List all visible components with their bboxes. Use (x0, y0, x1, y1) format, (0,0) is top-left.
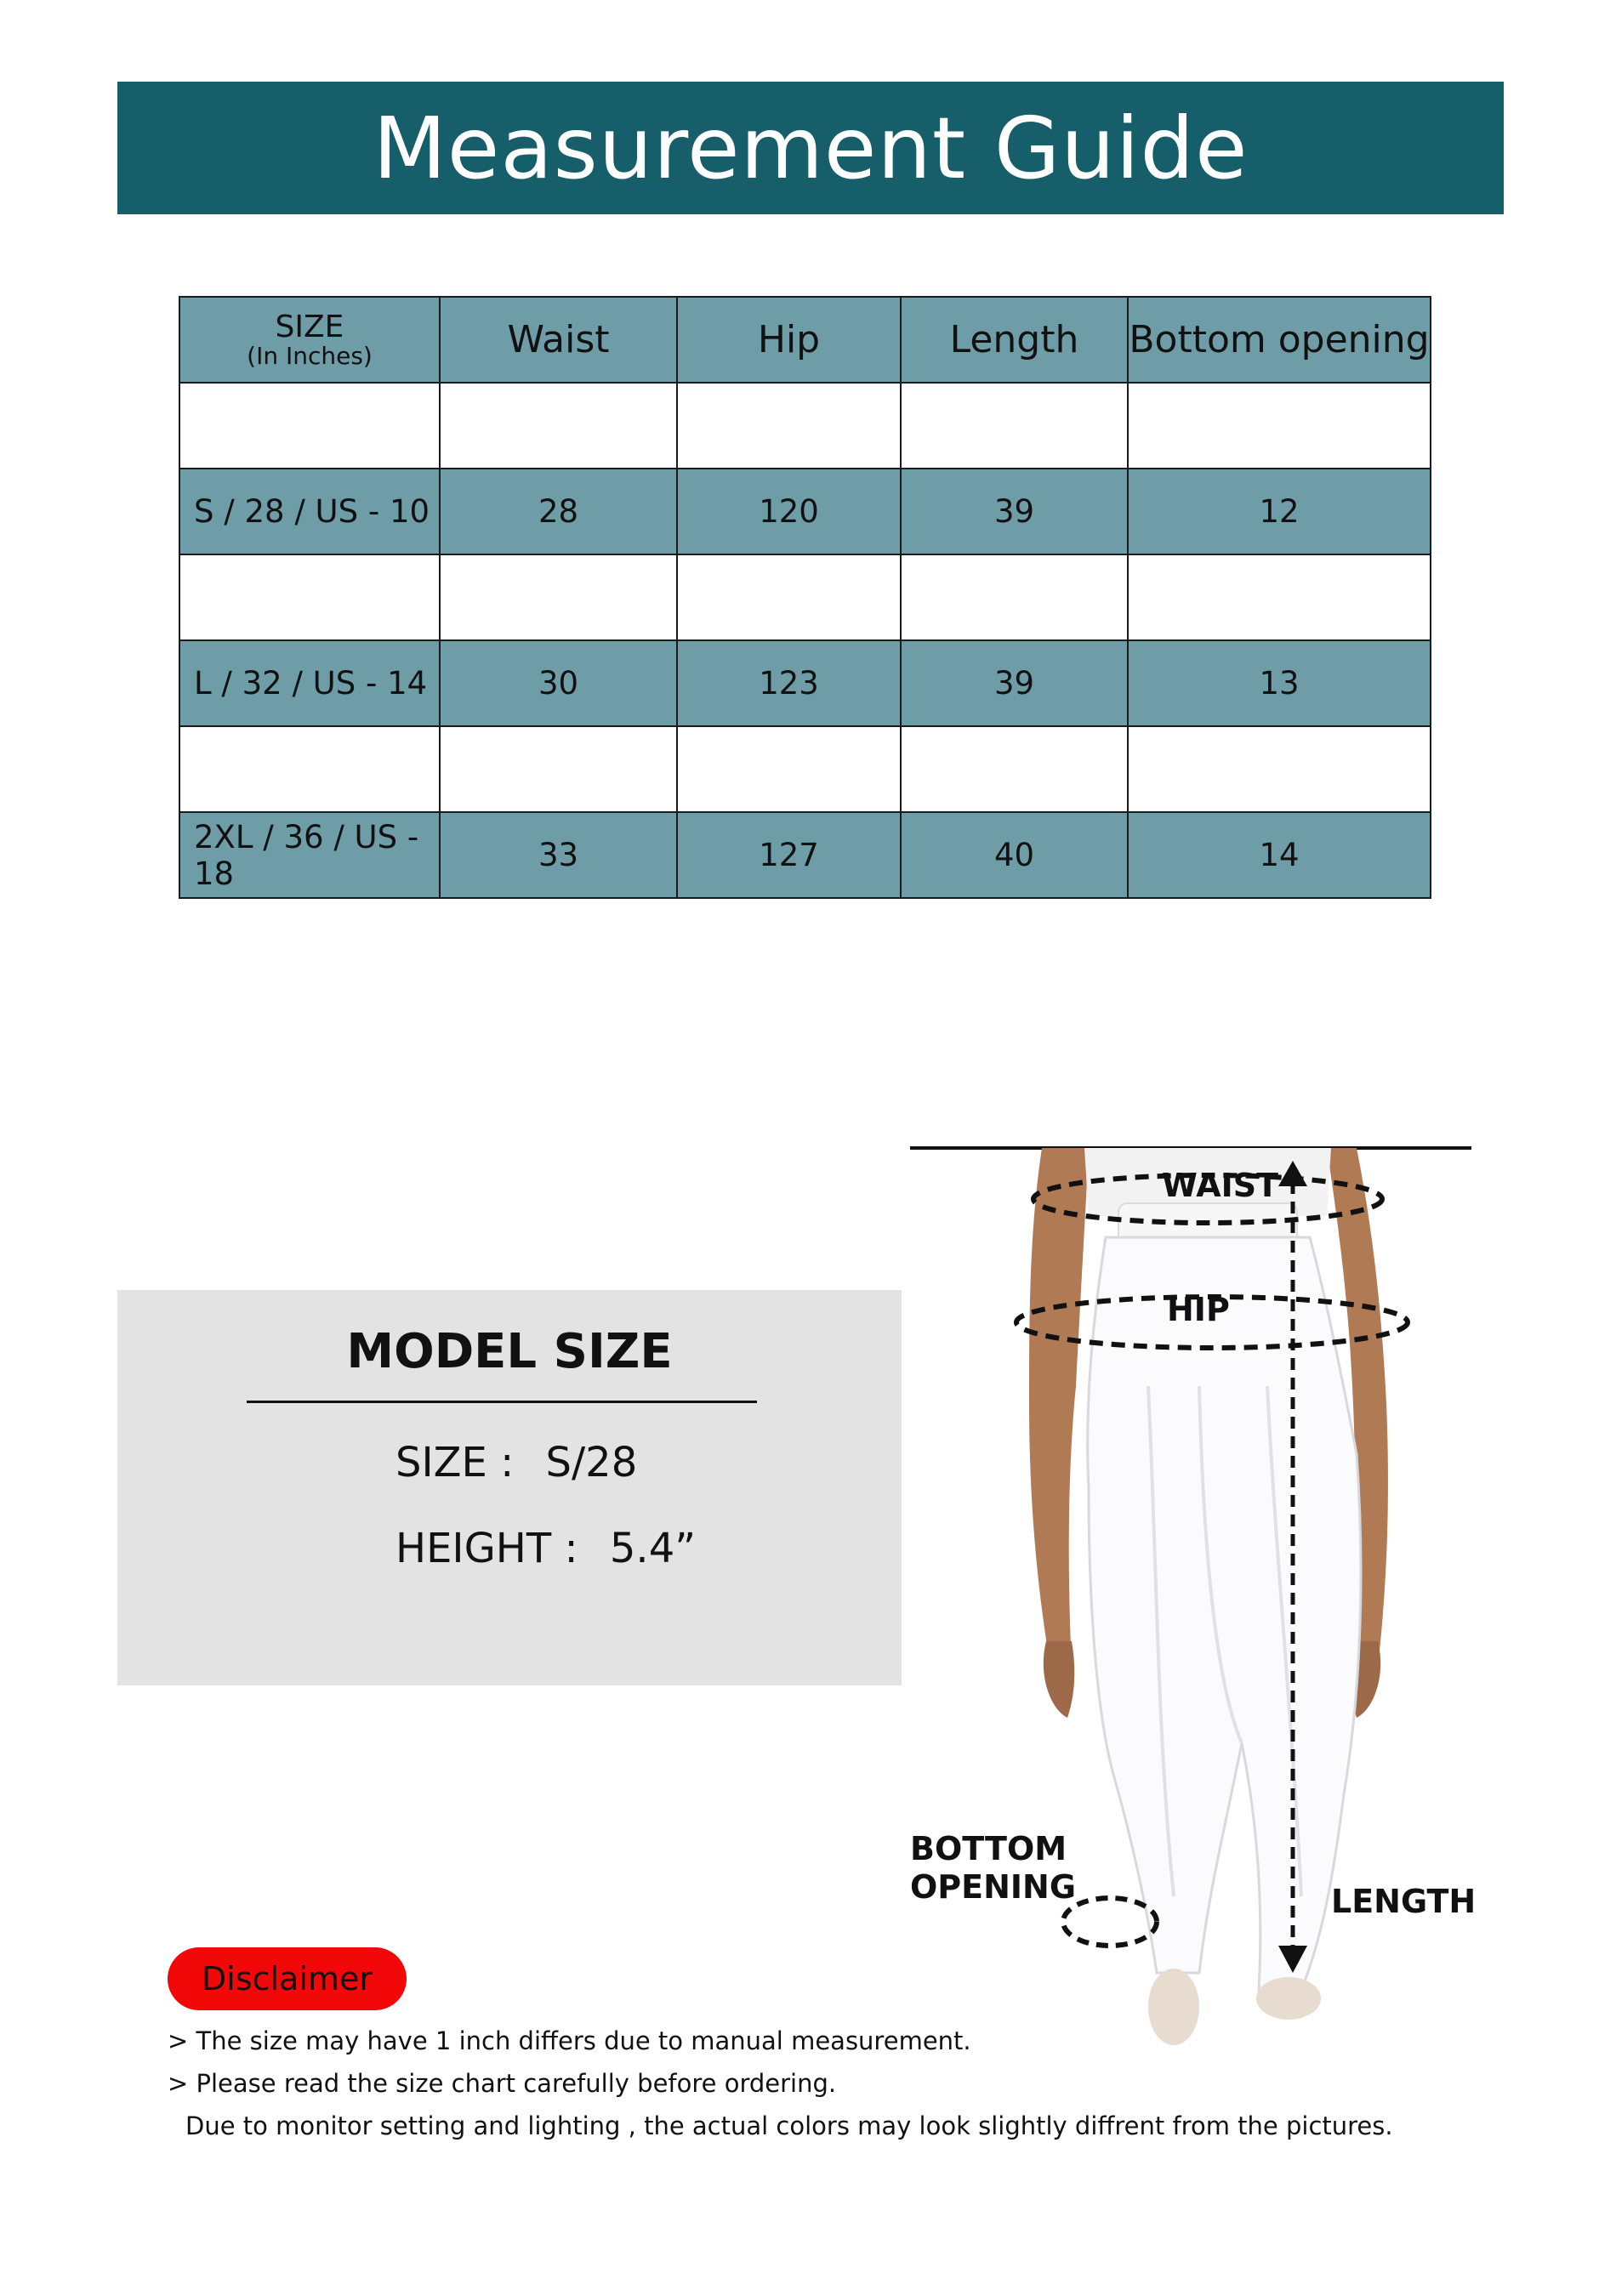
cell-bottom-opening (1128, 726, 1431, 812)
cell-size: S / 28 / US - 10 (179, 469, 440, 554)
disclaimer-line: Due to monitor setting and lighting , the actual colors may look slightly diffrent from the pictures. (185, 2111, 1393, 2140)
model-size-title: MODEL SIZE (346, 1324, 673, 1379)
cell-bottom-opening (1128, 554, 1431, 640)
model-height-value: 5.4” (609, 1525, 697, 1572)
model-size-value: S/28 (545, 1439, 638, 1486)
table-row (179, 640, 1431, 726)
table-row (179, 812, 1431, 898)
disclaimer-line: > The size may have 1 inch differs due to manual measurement. (168, 2026, 971, 2055)
left-arm (1029, 1148, 1089, 1667)
bottom-label-line1: BOTTOM (910, 1830, 1067, 1867)
model-height-line (395, 1525, 696, 1572)
length-label: LENGTH (1331, 1883, 1477, 1920)
page-title: Measurement Guide (373, 98, 1249, 198)
model-size-panel (117, 1290, 902, 1685)
cell-size: 2XL / 36 / US - 18 (179, 812, 440, 898)
cell-hip (677, 726, 901, 812)
cell-hip: 120 (677, 469, 901, 554)
header-waist: Waist (440, 297, 677, 383)
model-size-label: SIZE : (395, 1439, 515, 1486)
disclaimer-badge: Disclaimer (168, 1947, 407, 2010)
cell-length: 40 (901, 812, 1128, 898)
model-size-divider (247, 1401, 757, 1403)
right-foot (1256, 1977, 1321, 2020)
cell-hip (677, 383, 901, 469)
cell-bottom-opening: 13 (1128, 640, 1431, 726)
bottom-opening-label (910, 1830, 1076, 1907)
cell-length: 39 (901, 640, 1128, 726)
header-length: Length (901, 297, 1128, 383)
model-height-label: HEIGHT : (395, 1525, 578, 1572)
cell-waist (440, 554, 677, 640)
cell-length (901, 554, 1128, 640)
hip-label: HIP (1167, 1291, 1230, 1328)
header-size (179, 297, 440, 383)
disclaimer-line: > Please read the size chart carefully before ordering. (168, 2069, 837, 2098)
bottom-opening-loop (1063, 1898, 1157, 1946)
cell-length (901, 726, 1128, 812)
left-hand (1044, 1641, 1074, 1718)
model-illustration (902, 1131, 1480, 2066)
cell-size: L / 32 / US - 14 (179, 640, 440, 726)
cell-hip: 123 (677, 640, 901, 726)
table-row (179, 383, 1431, 469)
model-size-line (395, 1439, 637, 1486)
bottom-label-line2: OPENING (910, 1867, 1077, 1906)
cell-size (179, 554, 440, 640)
cell-bottom-opening: 14 (1128, 812, 1431, 898)
table-header-row (179, 297, 1431, 383)
cell-bottom-opening: 12 (1128, 469, 1431, 554)
waist-label: WAIST (1162, 1167, 1279, 1204)
header-size-unit: (In Inches) (247, 341, 373, 370)
measurement-figure (902, 1131, 1480, 2066)
table-row (179, 554, 1431, 640)
cell-length (901, 383, 1128, 469)
cell-size (179, 726, 440, 812)
cell-waist (440, 726, 677, 812)
left-foot (1148, 1969, 1199, 2045)
cell-waist: 28 (440, 469, 677, 554)
cell-bottom-opening (1128, 383, 1431, 469)
cell-waist: 30 (440, 640, 677, 726)
table-row (179, 726, 1431, 812)
cell-hip: 127 (677, 812, 901, 898)
header-bottom-opening: Bottom opening (1128, 297, 1431, 383)
cell-waist (440, 383, 677, 469)
header-size-main: SIZE (275, 309, 344, 344)
table-row (179, 469, 1431, 554)
cell-waist: 33 (440, 812, 677, 898)
header-hip: Hip (677, 297, 901, 383)
cell-length: 39 (901, 469, 1128, 554)
title-banner (117, 82, 1504, 214)
cell-size (179, 383, 440, 469)
cell-hip (677, 554, 901, 640)
size-chart-table (179, 296, 1431, 899)
